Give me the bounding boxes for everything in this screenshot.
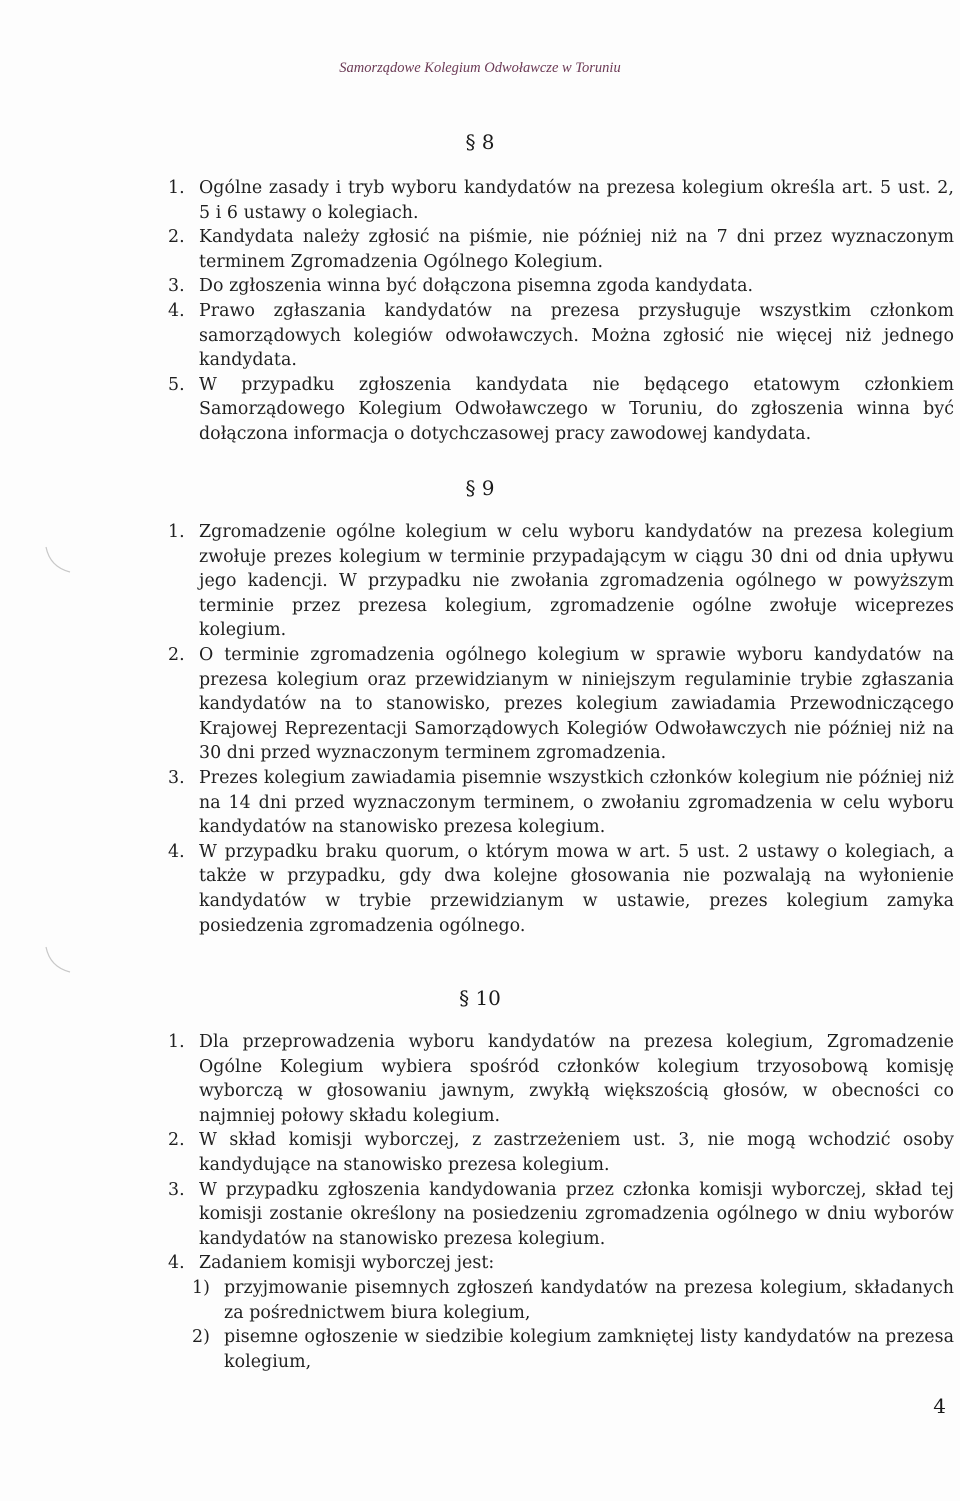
item-number: 4. bbox=[168, 1253, 185, 1274]
sub-item-number: 1) bbox=[192, 1277, 210, 1298]
list-item bbox=[168, 1178, 954, 1252]
sub-list-item bbox=[168, 1276, 954, 1325]
list-item bbox=[168, 373, 954, 447]
item-number: 4. bbox=[168, 300, 185, 321]
item-number: 4. bbox=[168, 841, 185, 862]
section-9-list bbox=[168, 520, 954, 938]
item-number: 5. bbox=[168, 374, 185, 395]
item-number: 2. bbox=[168, 1130, 185, 1151]
item-text: Kandydata należy zgłosić na piśmie, nie później niż na 7 dni przez wyznaczonym terminem Zgromadzenia Ogólnego Kolegium. bbox=[199, 227, 954, 272]
list-item bbox=[168, 520, 954, 643]
list-item bbox=[168, 1251, 954, 1276]
sub-list-item bbox=[168, 1325, 954, 1374]
list-item bbox=[168, 299, 954, 373]
item-number: 1. bbox=[168, 522, 185, 542]
item-number: 1. bbox=[168, 178, 185, 198]
list-item bbox=[168, 176, 954, 225]
item-number: 2. bbox=[168, 644, 185, 665]
list-item bbox=[168, 766, 954, 840]
page-number: 4 bbox=[933, 1394, 946, 1418]
item-text: Do zgłoszenia winna być dołączona pisemna zgoda kandydata. bbox=[199, 276, 754, 297]
list-item bbox=[168, 274, 954, 299]
list-item bbox=[168, 1128, 954, 1177]
sub-item-text: przyjmowanie pisemnych zgłoszeń kandydatów na prezesa kolegium, składanych za pośrednictwem biura kolegium, bbox=[224, 1277, 954, 1323]
margin-scan-mark bbox=[44, 545, 74, 575]
item-text: W przypadku zgłoszenia kandydata nie będącego etatowym członkiem Samorządowego Kolegium Odwoławczego w Toruniu, do zgłoszenia winna być dołączona informacja o dotychczasowej pracy zawodowej kandydata. bbox=[199, 374, 954, 444]
item-text: Zadaniem komisji wyborczej jest: bbox=[199, 1253, 495, 1274]
item-text: W przypadku braku quorum, o którym mowa w art. 5 ust. 2 ustawy o kolegiach, a także w przypadku, gdy dwa kolejne głosowania nie pozwalają na wyłonienie kandydatów w trybie przewidzianym w ustawie, prezes kolegium zamyka posiedzenia zgromadzenia ogólnego. bbox=[199, 841, 954, 936]
list-item bbox=[168, 840, 954, 938]
section-8-list bbox=[168, 176, 954, 447]
item-number: 3. bbox=[168, 767, 185, 788]
item-number: 3. bbox=[168, 276, 185, 297]
sub-item-text: pisemne ogłoszenie w siedzibie kolegium zamkniętej listy kandydatów na prezesa kolegium, bbox=[224, 1327, 954, 1372]
section-mark-10: § 10 bbox=[459, 986, 501, 1010]
margin-scan-mark bbox=[44, 945, 74, 975]
item-number: 2. bbox=[168, 227, 185, 248]
item-text: W skład komisji wyborczej, z zastrzeżeniem ust. 3, nie mogą wchodzić osoby kandydujące na stanowisko prezesa kolegium. bbox=[199, 1130, 954, 1175]
list-item bbox=[168, 225, 954, 274]
list-item bbox=[168, 1030, 954, 1128]
running-header: Samorządowe Kolegium Odwoławcze w Toruniu bbox=[339, 60, 621, 76]
item-text: Zgromadzenie ogólne kolegium w celu wyboru kandydatów na prezesa kolegium zwołuje prezes kolegium w terminie przypadającym w ciągu 30 dni od dnia upływu jego kadencji. W przypadku nie zwołania zgromadzenia ogólnego w powyższym terminie przez prezesa kolegium, zgromadzenie ogólne zwołuje wiceprezes kolegium. bbox=[199, 522, 954, 641]
list-item bbox=[168, 643, 954, 766]
section-10-list bbox=[168, 1030, 954, 1374]
item-text: Prawo zgłaszania kandydatów na prezesa przysługuje wszystkim członkom samorządowych kolegiów odwoławczych. Można zgłosić nie więcej niż jednego kandydata. bbox=[199, 300, 954, 371]
item-number: 3. bbox=[168, 1179, 185, 1200]
sub-item-number: 2) bbox=[192, 1327, 210, 1348]
item-number: 1. bbox=[168, 1032, 185, 1052]
section-mark-8: § 8 bbox=[465, 130, 495, 154]
item-text: Prezes kolegium zawiadamia pisemnie wszystkich członków kolegium nie później niż na 14 dni przed wyznaczonym terminem, o zwołaniu zgromadzenia w celu wyboru kandydatów na stanowisko prezesa kolegium. bbox=[199, 767, 954, 838]
item-text: O terminie zgromadzenia ogólnego kolegium w sprawie wyboru kandydatów na prezesa kolegium oraz przewidzianym w niniejszym regulaminie trybie zgłaszania kandydatów na to stanowisko, prezes kolegium zawiadamia Przewodniczącego Krajowej Reprezentacji Samorządowych Kolegiów Odwoławczych nie później niż na 30 dni przed wyznaczonym terminem zgromadzenia. bbox=[199, 644, 954, 764]
item-text: Dla przeprowadzenia wyboru kandydatów na prezesa kolegium, Zgromadzenie Ogólne Kolegium wybiera spośród członków kolegium trzyosobową komisję wyborczą w głosowaniu jawnym, zwykłą większością głosów, w obecności co najmniej połowy składu kolegium. bbox=[199, 1032, 954, 1126]
section-mark-9: § 9 bbox=[465, 476, 495, 500]
item-text: Ogólne zasady i tryb wyboru kandydatów na prezesa kolegium określa art. 5 ust. 2, 5 i 6 ustawy o kolegiach. bbox=[199, 178, 954, 223]
item-text: W przypadku zgłoszenia kandydowania przez członka komisji wyborczej, skład tej komisji zostanie określony na posiedzeniu zgromadzenia ogólnego w dniu wyborów kandydatów na stanowisko prezesa kolegium. bbox=[199, 1179, 954, 1249]
